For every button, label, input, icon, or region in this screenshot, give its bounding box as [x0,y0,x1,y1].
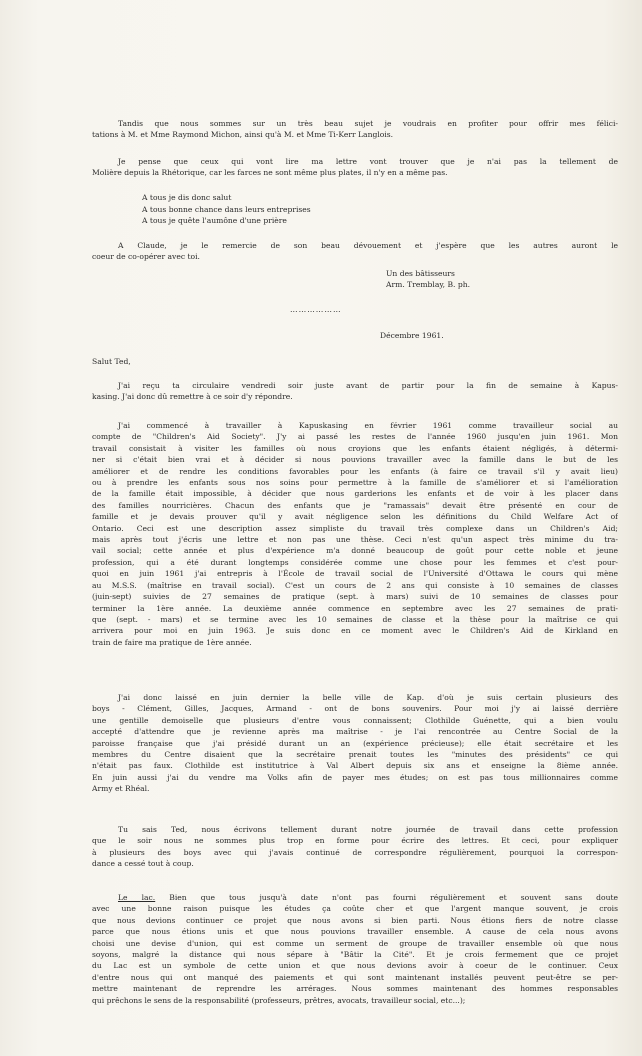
text-line: de la famille était impossible, à décider que nous garderions les enfants et de voir à les placer dans [92,489,618,499]
text-line: quoi en juin 1961 j'ai entrepris à l'École de travail social de l'Université d'Ottawa le cours qui mène [92,569,618,579]
text-line: au M.S.S. (maîtrise en travail social). C'est un cours de 2 ans qui consiste à 10 semaines de classes [92,580,618,590]
letter1-paragraph-3 [92,240,618,263]
text-line: vail social; cette année et plus d'expérience m'a donné beaucoup de goût pour cette noble et jeune [92,546,618,556]
text-line: avec une bonne raison puisque les études ça coûte cher et que l'argent manque souvent, je crois [92,904,618,914]
text-line: n'était pas faux. Clothilde est institutrice à Val Albert depuis six ans et enseigne la 8ième année. [92,761,618,771]
text-line: travail consistait à visiter les familles où nous croyions que les enfants étaient négligés, à détermi- [92,443,618,453]
text-line: que le soir nous ne sommes plus trop en forme pour écrire des lettres. Et ceci, pour expliquer [92,836,618,846]
text-line: ou à prendre les enfants sous nos soins pour permettre à la famille de s'améliorer et si l'amélioration [92,478,618,488]
text-line: boys - Clément, Gilles, Jacques, Armand - ont de bons souvenirs. Pour moi j'y ai laissé derrière [92,704,618,714]
text-line: J'ai reçu ta circulaire vendredi soir juste avant de partir pour la fin de semaine à Kapus- [118,381,618,390]
text-line: d'entre nous qui ont manqué des paiements et qui sont maintenant installés peuvent peut-être se per- [92,972,618,982]
letter2-paragraph-4 [92,824,618,870]
text-line: des familles nourricières. Chacun des enfants que je "ramassais" devait être présenté en cour de [92,500,618,510]
text-line: Ontario. Ceci est une description assez simpliste du travail très complexe dans un Children's Aid; [92,523,618,533]
text-line: une gentille demoiselle que plusieurs d'entre vous connaissent; Clothilde Guénette, qui a bien voulu [92,715,618,725]
text-line: ner si c'était bien vrai et à décider si nous pouvions travailler avec la famille dans le but de les [92,455,618,465]
text-line: J'ai commencé à travailler à Kapuskasing en février 1961 comme travailleur social au [118,421,618,430]
text-line: membres du Centre disaient que la secrétaire prenait toutes les "minutes des présidents" ce qui [92,750,618,760]
greeting-line: A tous je dis donc salut [142,193,232,202]
text-line: choisi une devise d'union, qui est comme un serment de groupe de travailler ensemble où que nous [92,938,618,948]
separator: ……………… [290,305,342,314]
letter1-paragraph-1 [92,118,618,141]
text-line: Army et Rhéal. [92,784,150,794]
text-line: qui prêchons le sens de la responsabilité (professeurs, prêtres, avocats, travailleur social, etc...); [92,995,466,1005]
letter2-paragraph-5 [92,892,618,1006]
letter1-paragraph-2 [92,156,618,179]
signature-block [386,268,546,291]
text-line: Tu sais Ted, nous écrivons tellement durant notre journée de travail dans cette profession [118,825,618,834]
letter2-paragraph-1 [92,380,618,403]
signature-line: Arm. Tremblay, B. ph. [386,280,471,290]
text-line: Molière depuis la Rhétorique, car les farces ne sont même plus plates, il n'y en a même pas. [92,168,448,178]
letter2-paragraph-3 [92,692,618,795]
text-line: terminer la 1ère année. La deuxième année commence en septembre avec les 27 semaines de prati- [92,603,618,613]
text-line: Je pense que ceux qui vont lire ma lettre vont trouver que je n'ai pas la tellement de [118,157,618,166]
text-line: tations à M. et Mme Raymond Michon, ainsi qu'à M. et Mme Ti-Kerr Langlois. [92,130,394,140]
letter2-paragraph-2 [92,420,618,648]
text-line: mais après tout j'écris une lettre et non pas une thèse. Ceci n'est qu'un aspect très minime du tra- [92,535,618,545]
text-line: kasing. J'ai donc dû remettre à ce soir d'y répondre. [92,392,293,402]
text-line: que nous devions continuer ce projet que nous avons si bien parti. Nous étions fiers de notre classe [92,915,618,925]
text-line: paroisse française que j'ai présidé durant un an (expérience précieuse); elle était secrétaire et les [92,738,618,748]
greeting-line: A tous bonne chance dans leurs entreprises [142,204,311,214]
text-line: compte de "Children's Aid Society". J'y ai passé les restes de l'année 1960 jusqu'en juin 1961. Mon [92,432,618,442]
greeting-line: A tous je quête l'aumône d'une prière [142,216,287,226]
text-line: En juin aussi j'ai du vendre ma Volks afin de payer mes études; on est pas tous millionnaires comme [92,772,618,782]
text-line: train de faire ma pratique de 1ère année. [92,637,252,647]
text-line: mettre maintenant de reprendre les arrérages. Nous sommes maintenant des hommes responsables [92,984,618,994]
underlined-start: Le lac. [118,893,156,902]
text-line: J'ai donc laissé en juin dernier la belle ville de Kap. d'où je suis certain plusieurs des [118,693,618,702]
signature-line: Un des bâtisseurs [386,269,455,278]
greetings-list [142,192,562,227]
text-line: du Lac est un symbole de cette union et que nous devions avoir à coeur de le continuer. Ceux [92,961,618,971]
text-line: famille et je devais prouver qu'il y avait négligence selon les définitions du Child Welfare Act of [92,512,618,522]
text-line: dance a cessé tout à coup. [92,859,194,869]
text-line: soyons, malgré la distance qui nous sépare à "Bâtir la Cité". Et je crois fermement que ce projet [92,950,618,960]
line-rest: Bien que tous jusqu'à date n'ont pas fourni régulièrement et souvent sans doute [155,893,618,902]
text-line: améliorer et de rendre les conditions favorables pour les enfants (à faire ce travail s'il y avait lieu) [92,466,618,476]
text-line: accepté d'attendre que je revienne après ma maîtrise - je l'ai rencontrée au Centre Social de la [92,727,618,737]
letter2-salutation: Salut Ted, [92,357,131,366]
text-line: arrivera pour moi en juin 1963. Je suis donc en ce moment avec le Children's Aid de Kirkland en [92,626,618,636]
text-line: profession, qui a été durant longtemps considérée comme une chose pour les femmes et c'est pour- [92,557,618,567]
text-line: coeur de co-opérer avec toi. [92,252,200,262]
text-line: A Claude, je le remercie de son beau dévouement et j'espère que les autres auront le [118,241,618,250]
text-line: parce que nous étions unis et que nous pouvions travailler ensemble. A cause de cela nous avons [92,927,618,937]
text-line [92,892,618,903]
text-line: (juin-sept) suivies de 27 semaines de pratique (sept. à mars) suivi de 10 semaines de classes pour [92,592,618,602]
text-line: que (sept. - mars) et se termine avec les 10 semaines de classe et la thèse pour la maîtrise ce qui [92,614,618,624]
letter2-date: Décembre 1961. [380,331,444,340]
text-line: à plusieurs des boys avec qui j'avais continué de correspondre régulièrement, pourquoi la correspon- [92,847,618,857]
text-line: Tandis que nous sommes sur un très beau sujet je voudrais en profiter pour offrir mes félici- [118,119,618,128]
